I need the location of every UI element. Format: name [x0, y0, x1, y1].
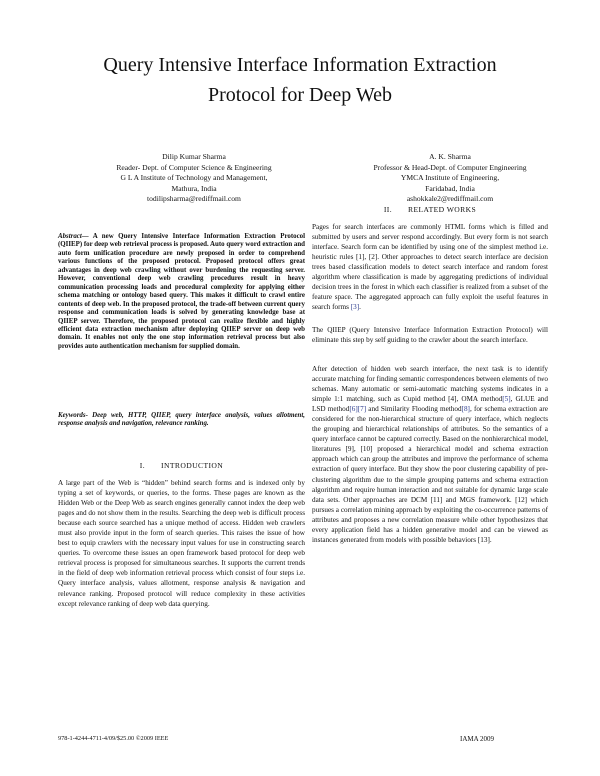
related-p3-text: and Similarity Flooding method: [366, 405, 462, 414]
section-heading-related-works: II. RELATED WORKS: [383, 205, 477, 214]
paper-title: [60, 50, 540, 110]
section-heading-introduction: I. INTRODUCTION: [139, 461, 224, 470]
author-location: Faridabad, India: [425, 183, 475, 193]
title-line-1: Query Intensive Interface Information Extraction: [103, 54, 497, 76]
author-2: [358, 152, 542, 205]
abstract: [58, 233, 305, 351]
author-email: ashokkale2@rediffmail.com: [406, 194, 494, 203]
keywords-text: - Deep web, HTTP, QIIEP, query interface analysis, values allotment, response analysis and navigation, relevance ranking.: [58, 412, 305, 428]
related-paragraph-3: [312, 364, 548, 545]
keywords: [58, 412, 305, 429]
keywords-lead: Keywords: [58, 412, 86, 419]
title-line-2: Protocol for Deep Web: [207, 84, 393, 106]
related-p3-text: , GLUE and LSD method: [312, 395, 548, 414]
author-institution: G L A Institute of Technology and Management,: [120, 173, 268, 182]
author-email: todilipsharma@rediffmail.com: [147, 194, 241, 203]
author-1: [58, 152, 330, 205]
author-location: Mathura, India: [171, 183, 217, 193]
related-p2-text: The QIIEP (Query Intensive Interface Information Extraction Protocol) will eliminate this step by self guiding to the crawler about the search interface.: [312, 326, 548, 345]
abstract-text: A new Query Intensive Interface Information Extraction Protocol (QIIEP) for deep web retrieval process is proposed. Auto query word extraction and auto form unification procedure are newly proposed in order to comprehend various functions of the proposed protocol. Proposed protocol offers great advantages in deep web crawling without over burdening the requesting server. However, conventional deep web crawling procedures result in heavy communication processing loads and procedural complexity for applying either schema matching or ontology based query. This makes it difficult to crawl entire contents of deep web. In the proposed protocol, the trade-off between current query response and communication loads is solved by generating knowledge base at QIIEP server. Therefore, the proposed protocol can realize flexible and highly efficient data extraction mechanism after deploying QIIEP server on deep web domain. It enables not only the one stop information retrieval process but also provides auto authentication mechanism for supplied domain.: [58, 233, 305, 350]
related-paragraph-1: [312, 222, 548, 312]
related-p1-text: Pages for search interfaces are commonly HTML forms which is filled and submitted by users and server respond accordingly. But every form is not search interface. Search form can be identified by using one of the simplest method i.e. heuristic rules [1], [2]. Other approaches to detect search interface are decision trees based classification models to detect search interface and random forest algorithm where classification is made by aggregating predictions of individual decision trees in the forest in which each classifier is realized from a subset of the feature space. The aggregated approach can fully exploit the useful features in search forms: [312, 223, 548, 312]
related-paragraph-2: [312, 325, 548, 345]
author-name: A. K. Sharma: [429, 152, 471, 161]
author-name: Dilip Kumar Sharma: [162, 152, 226, 161]
citation-link[interactable]: [6][7]: [349, 405, 367, 414]
author-affiliation: Professor & Head-Dept. of Computer Engineering: [373, 162, 527, 172]
author-affiliation: Reader- Dept. of Computer Science & Engineering: [116, 162, 272, 172]
introduction-paragraph: A large part of the Web is “hidden” behind search forms and is indexed only by typing a set of keywords, or queries, to the forms. These pages are known as the Hidden Web or the Deep Web as search engines generally cannot index the deep web pages and do not show them in the results. Searching the deep web is difficult process because each source searched has a unique method of access. Hidden web crawlers must also provide input in the form of search queries. This raises the issue of how best to equip crawlers with the necessary input values for use in constructing search queries. To overcome these issues an open framework based protocol for deep web retrieval process is proposed for simultaneous searches. It supports the current trends in the field of deep web information retrieval process which consist of four steps i.e. Query interface analysis, values allotment, response analysis & navigation and relevance ranking. Proposed protocol will reduce complexity in these activities except relevance ranking of deep web data querying.: [58, 479, 305, 608]
citation-link[interactable]: [5]: [502, 395, 511, 404]
citation-link[interactable]: [3]: [350, 303, 360, 312]
related-p1-end: .: [359, 303, 361, 312]
related-p3-text: After detection of hidden web search interface, the next task is to identify accurate matching for finding semantic correspondences between elements of two schemas. Many automatic or semi-automatic matching systems indicates in a simple 1:1 matching, such as Cupid method [4], OMA method: [312, 365, 548, 404]
abstract-lead: Abstract—: [58, 233, 89, 240]
author-institution: YMCA Institute of Engineering,: [400, 173, 500, 182]
related-p3-text: , for schema extraction are considered for the non-hierarchical structure of query interface, which neglects the grouping and hierarchical relationships of attributes. So the semantics of a query interface cannot be captured correctly. Based on the nonhierarchical model, literatures [9], [10] proposed a hierarchical model and schema extraction approach which can group the attributes and improve the performance of schema extraction of query interface. But they show the poor clustering capability of pre-clustering algorithm due to the simple grouping patterns and schema extraction algorithm and require human interaction and not suitable for dynamic large scale data sets. Other approaches are DCM [11] and MGS framework. [12] which pursues a correlation mining approach by exploiting the co-occurrence patterns of attributes and proposes a new correlation measure while other hypothesizes that every application field has a hidden generative model and can be viewed as instances generated from models with possible behaviors [13].: [312, 405, 548, 544]
citation-link[interactable]: [8]: [461, 405, 470, 414]
footer-conference: IAMA 2009: [460, 735, 495, 743]
introduction-text: [58, 478, 305, 609]
footer-copyright: 978-1-4244-4711-4/09/$25.00 ©2009 IEEE: [58, 735, 169, 742]
